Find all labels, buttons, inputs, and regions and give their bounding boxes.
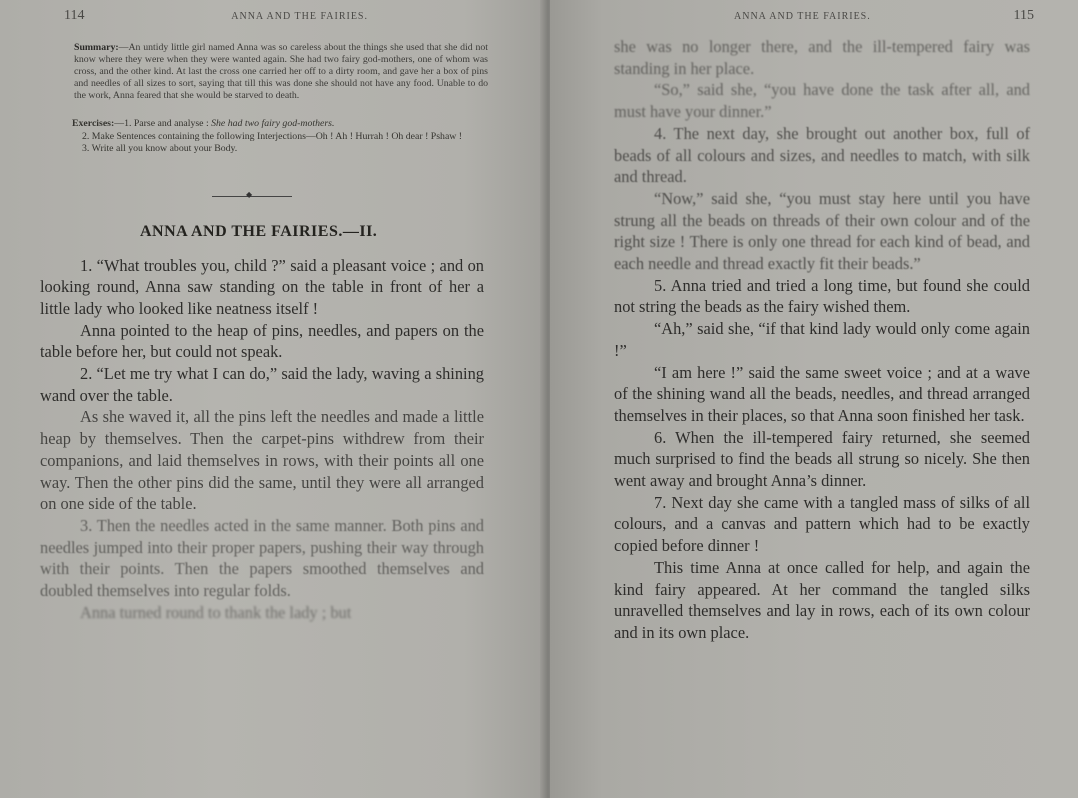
right-running-head (734, 8, 1034, 24)
right-paragraph: she was no longer there, and the ill-tempered fairy was standing in her place. (614, 37, 1030, 78)
right-page (550, 0, 1078, 798)
left-body-text (40, 255, 484, 624)
right-paragraph: 4. The next day, she brought out another box, full of beads of all colours and sizes, and needles to match, with silk and thread. (614, 123, 1030, 187)
exercises-block (72, 118, 488, 156)
exercise-1-sentence: She had two fairy god-mothers. (211, 118, 335, 129)
right-paragraph: “Ah,” said she, “if that kind lady would only come again !” (614, 319, 1030, 360)
left-paragraph: Anna pointed to the heap of pins, needles, and papers on the table before her, but could not speak. (40, 320, 484, 362)
left-paragraph: As she waved it, all the pins left the needles and made a little heap by themselves. Then the carpet-pins withdrew from their companions, and laid themselves in rows, with their points all one way. Then the other pins did the same, until they were all arranged on one side of the table. (40, 407, 484, 514)
right-paragraph: 5. Anna tried and tried a long time, but found she could not string the beads as the fairy wished them. (614, 275, 1030, 317)
right-paragraph: “Now,” said she, “you must stay here until you have strung all the beads on threads of their own colour and of the right size ! There is only one thread for each kind of bead, and each needle and thread exactly fit their beads.” (614, 188, 1030, 274)
summary-block (74, 42, 488, 102)
right-running-title: ANNA AND THE FAIRIES. (734, 11, 871, 22)
right-body-text (614, 36, 1030, 644)
exercises-label: Exercises: (72, 118, 115, 129)
summary-label: Summary: (74, 42, 119, 53)
left-running-head (64, 8, 486, 24)
left-running-title: ANNA AND THE FAIRIES. (231, 11, 368, 22)
exercise-3: 3. Write all you know about your Body. (82, 143, 238, 154)
left-paragraph: 3. Then the needles acted in the same manner. Both pins and needles jumped into their proper papers, pushing their way through with their points. Then the papers smoothed themselves and doubled themselves into regular folds. (40, 515, 484, 601)
left-paragraph: 2. “Let me try what I can do,” said the lady, waving a shining wand over the table. (40, 364, 484, 405)
chapter-title: ANNA AND THE FAIRIES.—II. (140, 222, 378, 240)
right-page-number: 115 (1013, 8, 1034, 23)
summary-text: —An untidy little girl named Anna was so careless about the things she used that she did not know where they were when they were wanted again. She had two fairy god-mothers, one of whom was cross, and the other kind. At last the cross one carried her off to a dirty room, and gave her a box of pins and needles of all sizes to sort, saying that till this was done she should not have any food. Unable to do the work, Anna feared that she would be starved to death. (74, 42, 488, 101)
right-paragraph: 7. Next day she came with a tangled mass of silks of all colours, and a canvas and pattern which had to be exactly copied before dinner ! (614, 492, 1030, 556)
right-paragraph: This time Anna at once called for help, and again the kind fairy appeared. At her command the tangled silks unravelled themselves and lay in rows, each of its own colour and in its own place. (614, 557, 1030, 642)
right-paragraph: 6. When the ill-tempered fairy returned, she seemed much surprised to find the beads all strung so nicely. She then went away and brought Anna’s dinner. (614, 427, 1030, 491)
section-divider-ornament (212, 196, 292, 197)
left-page-number: 114 (64, 8, 85, 23)
right-paragraph: “I am here !” said the same sweet voice ; and at a wave of the shining wand all the beads, needles, and thread arranged themselves in their places, so that Anna soon finished her task. (614, 362, 1030, 425)
exercise-1 (72, 118, 488, 131)
exercise-2: 2. Make Sentences containing the following Interjections—Oh ! Ah ! Hurrah ! Oh dear ! Pshaw ! (82, 130, 463, 142)
left-paragraph: 1. “What troubles you, child ?” said a pleasant voice ; and on looking round, Anna saw standing on the table in front of her a little lady who looked like neatness itself ! (40, 255, 484, 318)
left-paragraph: Anna turned round to thank the lady ; but (80, 602, 352, 622)
exercise-1-prefix: —1. Parse and analyse : (114, 118, 209, 129)
right-paragraph: “So,” said she, “you have done the task after all, and must have your dinner.” (614, 80, 1030, 122)
